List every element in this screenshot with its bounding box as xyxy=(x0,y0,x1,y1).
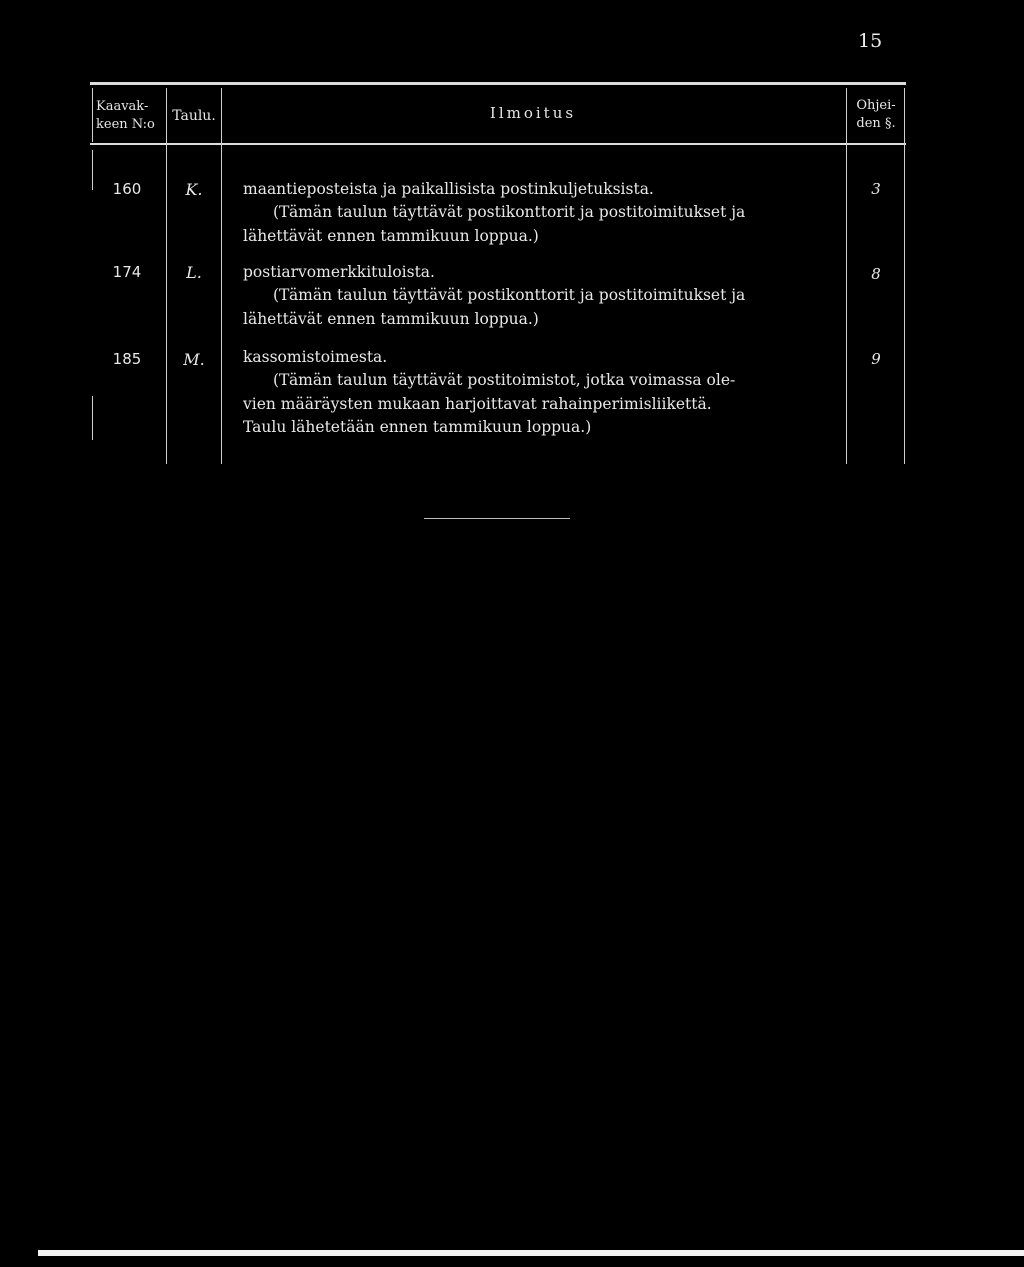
table-row-section: 8 xyxy=(871,265,881,283)
column-rule-right xyxy=(904,88,905,464)
description-line: Taulu lähetetään ennen tammikuun loppua.) xyxy=(243,418,592,437)
description-line: maantieposteista ja paikallisista postinkuljetuksista. xyxy=(243,180,654,198)
description-line: kassomistoimesta. xyxy=(243,348,388,366)
description-line: postiarvomerkkituloista. xyxy=(243,263,435,281)
table-top-rule xyxy=(90,82,906,85)
table-row-table-letter: M. xyxy=(183,350,205,369)
table-row-section: 9 xyxy=(871,350,881,368)
description-line: (Tämän taulun täyttävät postikonttorit ja postitoimitukset ja xyxy=(273,286,746,305)
column-rule-2 xyxy=(221,88,222,464)
table-row-description xyxy=(243,178,839,248)
bottom-edge-bar xyxy=(38,1250,1024,1256)
column-rule-1 xyxy=(166,88,167,464)
header-instructions xyxy=(849,97,903,133)
column-rule-left xyxy=(92,88,93,142)
header-form-number xyxy=(96,98,162,134)
column-rule-3 xyxy=(846,88,847,464)
description-line: lähettävät ennen tammikuun loppua.) xyxy=(243,309,539,328)
header-instructions-line1: Ohjei- xyxy=(856,98,896,113)
table-row-form-number: 185 xyxy=(112,350,142,368)
description-line: vien määräysten mukaan harjoittavat rahainperimisliikettä. xyxy=(243,394,712,413)
table-row-form-number: 160 xyxy=(112,180,142,198)
header-form-number-line1: Kaavak- xyxy=(96,99,149,114)
description-line: (Tämän taulun täyttävät postikonttorit ja postitoimitukset ja xyxy=(273,203,746,222)
table-row-table-letter: L. xyxy=(186,263,202,282)
header-table: Taulu. xyxy=(172,108,216,124)
header-instructions-line2: den §. xyxy=(856,116,896,131)
header-notice: Ilmoitus xyxy=(489,104,577,122)
end-rule xyxy=(424,518,570,519)
table-row-form-number: 174 xyxy=(112,263,142,281)
table-row-section: 3 xyxy=(871,180,881,198)
description-line: lähettävät ennen tammikuun loppua.) xyxy=(243,226,539,245)
column-rule-left-lower xyxy=(92,150,93,190)
description-line: (Tämän taulun täyttävät postitoimistot, jotka voimassa ole- xyxy=(273,371,736,390)
header-bottom-rule xyxy=(90,143,906,145)
table-row-description xyxy=(243,346,839,440)
page-number: 15 xyxy=(858,30,883,52)
table-row-description xyxy=(243,261,839,331)
column-rule-left-bottom xyxy=(92,396,93,440)
table-row-table-letter: K. xyxy=(185,180,203,199)
header-form-number-line2: keen N:o xyxy=(96,117,155,132)
